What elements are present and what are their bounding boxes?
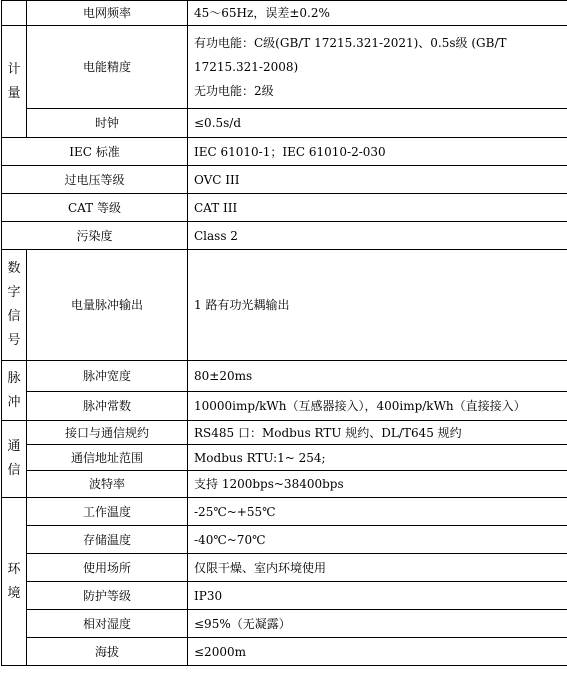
row-value: IEC 61010-1；IEC 61010-2-030 — [188, 138, 567, 166]
row-label: 海拔 — [27, 638, 188, 666]
row-value: OVC III — [188, 166, 567, 194]
table-row — [2, 498, 567, 526]
row-value: 10000imp/kWh（互感器接入），400imp/kWh（直接接入） — [188, 392, 567, 421]
row-label: 波特率 — [27, 471, 188, 498]
table-row — [2, 1, 567, 26]
group-label-communication: 通信 — [2, 421, 27, 498]
value-line: 有功电能：C级(GB/T 17215.321-2021)、0.5s级 (GB/T — [194, 36, 507, 50]
spec-table — [1, 0, 567, 666]
row-label: 相对湿度 — [27, 610, 188, 638]
table-row — [2, 250, 567, 361]
row-label: IEC 标准 — [2, 138, 188, 166]
group-label-pulse: 脉冲 — [2, 361, 27, 421]
table-row — [2, 109, 567, 138]
row-value: -25℃~+55℃ — [188, 498, 567, 526]
row-value: RS485 口：Modbus RTU 规约、DL/T645 规约 — [188, 421, 567, 445]
row-label: 脉冲宽度 — [27, 361, 188, 392]
row-label: 脉冲常数 — [27, 392, 188, 421]
empty-group-cell — [2, 1, 27, 26]
table-row — [2, 421, 567, 445]
table-row — [2, 222, 567, 250]
table-row — [2, 26, 567, 109]
row-label: CAT 等级 — [2, 194, 188, 222]
row-value: 80±20ms — [188, 361, 567, 392]
row-label: 存储温度 — [27, 526, 188, 554]
group-label-metering: 计量 — [2, 26, 27, 138]
table-row — [2, 582, 567, 610]
row-value: ≤0.5s/d — [188, 109, 567, 138]
table-row — [2, 392, 567, 421]
row-value: Class 2 — [188, 222, 567, 250]
row-value: -40℃~70℃ — [188, 526, 567, 554]
group-label-digital-signal: 数字信号 — [2, 250, 27, 361]
row-value: 仅限干燥、室内环境使用 — [188, 554, 567, 582]
table-row — [2, 194, 567, 222]
value-line: 无功电能：2级 — [194, 84, 274, 98]
row-value: IP30 — [188, 582, 567, 610]
value-line: 17215.321-2008) — [194, 60, 299, 74]
row-label: 接口与通信规约 — [27, 421, 188, 445]
table-row — [2, 445, 567, 471]
table-row — [2, 638, 567, 666]
row-label: 通信地址范围 — [27, 445, 188, 471]
table-row — [2, 361, 567, 392]
row-label: 电能精度 — [27, 26, 188, 109]
row-label: 防护等级 — [27, 582, 188, 610]
row-value: ≤2000m — [188, 638, 567, 666]
row-label: 电网频率 — [27, 1, 188, 26]
row-value — [188, 26, 567, 109]
row-label: 过电压等级 — [2, 166, 188, 194]
row-value: CAT III — [188, 194, 567, 222]
row-label: 使用场所 — [27, 554, 188, 582]
row-label: 工作温度 — [27, 498, 188, 526]
table-row — [2, 471, 567, 498]
row-value: 45～65Hz，误差±0.2% — [188, 1, 567, 26]
row-label: 污染度 — [2, 222, 188, 250]
group-label-environment: 环境 — [2, 498, 27, 666]
table-row — [2, 610, 567, 638]
row-label: 时钟 — [27, 109, 188, 138]
table-row — [2, 526, 567, 554]
row-value: Modbus RTU:1~ 254; — [188, 445, 567, 471]
row-value: ≤95%（无凝露） — [188, 610, 567, 638]
table-row — [2, 554, 567, 582]
table-row — [2, 138, 567, 166]
table-row — [2, 166, 567, 194]
row-value: 支持 1200bps~38400bps — [188, 471, 567, 498]
row-label: 电量脉冲输出 — [27, 250, 188, 361]
row-value: 1 路有功光耦输出 — [188, 250, 567, 361]
